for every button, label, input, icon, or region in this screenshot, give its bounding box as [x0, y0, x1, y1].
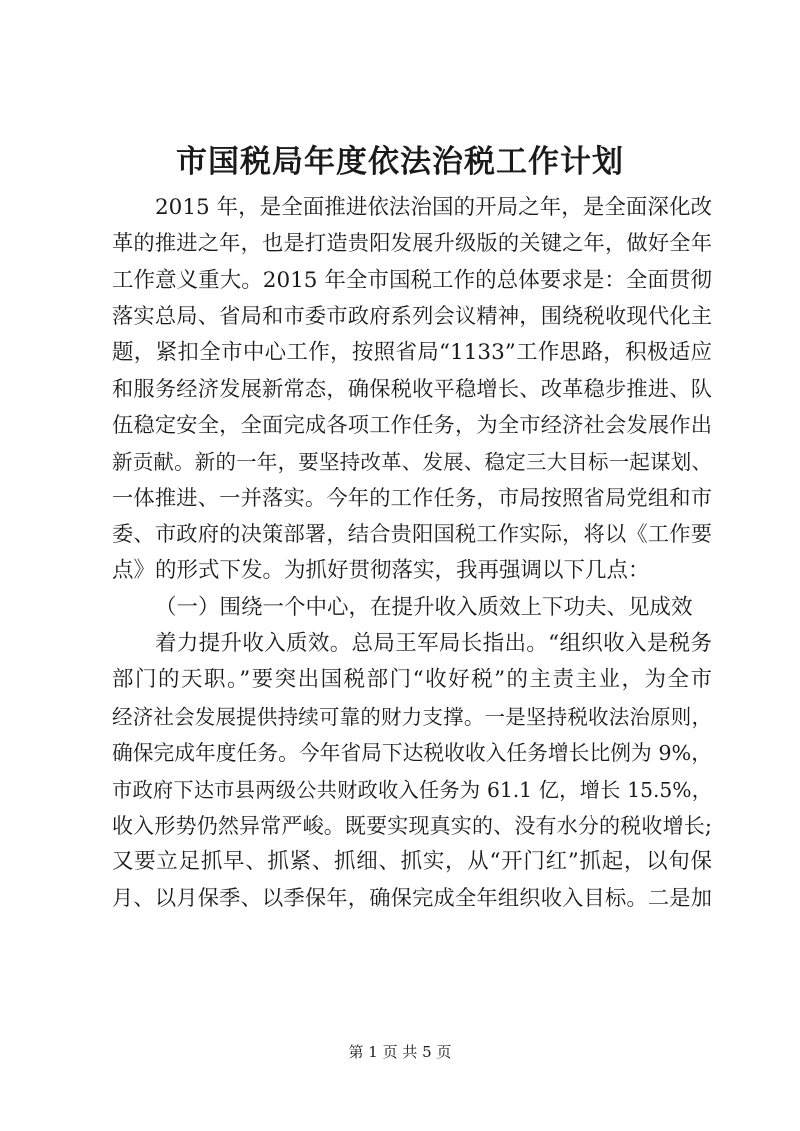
paragraph-line: 点》的形式下发。为抓好贯彻落实，我再强调以下几点： [112, 558, 650, 584]
document-title: 市国税局年度依法治税工作计划 [176, 144, 624, 180]
paragraph-line: 和服务经济发展新常态，确保税收平稳增长、改革稳步推进、队 [112, 376, 712, 402]
paragraph-line: 经济社会发展提供持续可靠的财力支撑。一是坚持税收法治原则， [112, 704, 712, 729]
paragraph-line: 确保完成年度任务。今年省局下达税收收入任务增长比例为 9%， [112, 741, 712, 766]
paragraph-line: 着力提升收入质效。总局王军局长指出。“组织收入是税务 [155, 631, 712, 657]
paragraph-line: 收入形势仍然异常严峻。既要实现真实的、没有水分的税收增长; [112, 813, 712, 838]
paragraph-line: 月、以月保季、以季保年，确保完成全年组织收入目标。二是加 [112, 885, 712, 911]
paragraph-line: 2015 年，是全面推进依法治国的开局之年，是全面深化改 [155, 195, 712, 220]
paragraph-line: 落实总局、省局和市委市政府系列会议精神，围绕税收现代化主 [112, 304, 712, 330]
paragraph-line: 市政府下达市县两级公共财政收入任务为 61.1 亿，增长 15.5%， [112, 777, 712, 802]
paragraph-line: 伍稳定安全，全面完成各项工作任务，为全市经济社会发展作出 [112, 413, 712, 439]
paragraph-line: 新贡献。新的一年，要坚持改革、发展、稳定三大目标一起谋划、 [112, 450, 712, 475]
paragraph-line: 委、市政府的决策部署，结合贵阳国税工作实际，将以《工作要 [112, 522, 712, 548]
paragraph-line: 部门的天职。”要突出国税部门“收好税”的主责主业，为全市 [112, 667, 712, 693]
page-number-footer: 第 1 页 共 5 页 [348, 1043, 452, 1061]
paragraph-line: 工作意义重大。2015 年全市国税工作的总体要求是：全面贯彻 [112, 267, 712, 293]
paragraph-line: 革的推进之年，也是打造贵阳发展升级版的关键之年，做好全年 [112, 231, 712, 257]
paragraph-line: 题，紧扣全市中心工作，按照省局“1133”工作思路，积极适应 [112, 340, 712, 366]
paragraph-line: 一体推进、一并落实。今年的工作任务，市局按照省局党组和市 [112, 485, 712, 511]
document-body [112, 190, 712, 917]
paragraph-line: 又要立足抓早、抓紧、抓细、抓实，从“开门红”抓起，以旬保 [112, 849, 712, 875]
section-heading: （一）围绕一个中心，在提升收入质效上下功夫、见成效 [155, 594, 693, 620]
